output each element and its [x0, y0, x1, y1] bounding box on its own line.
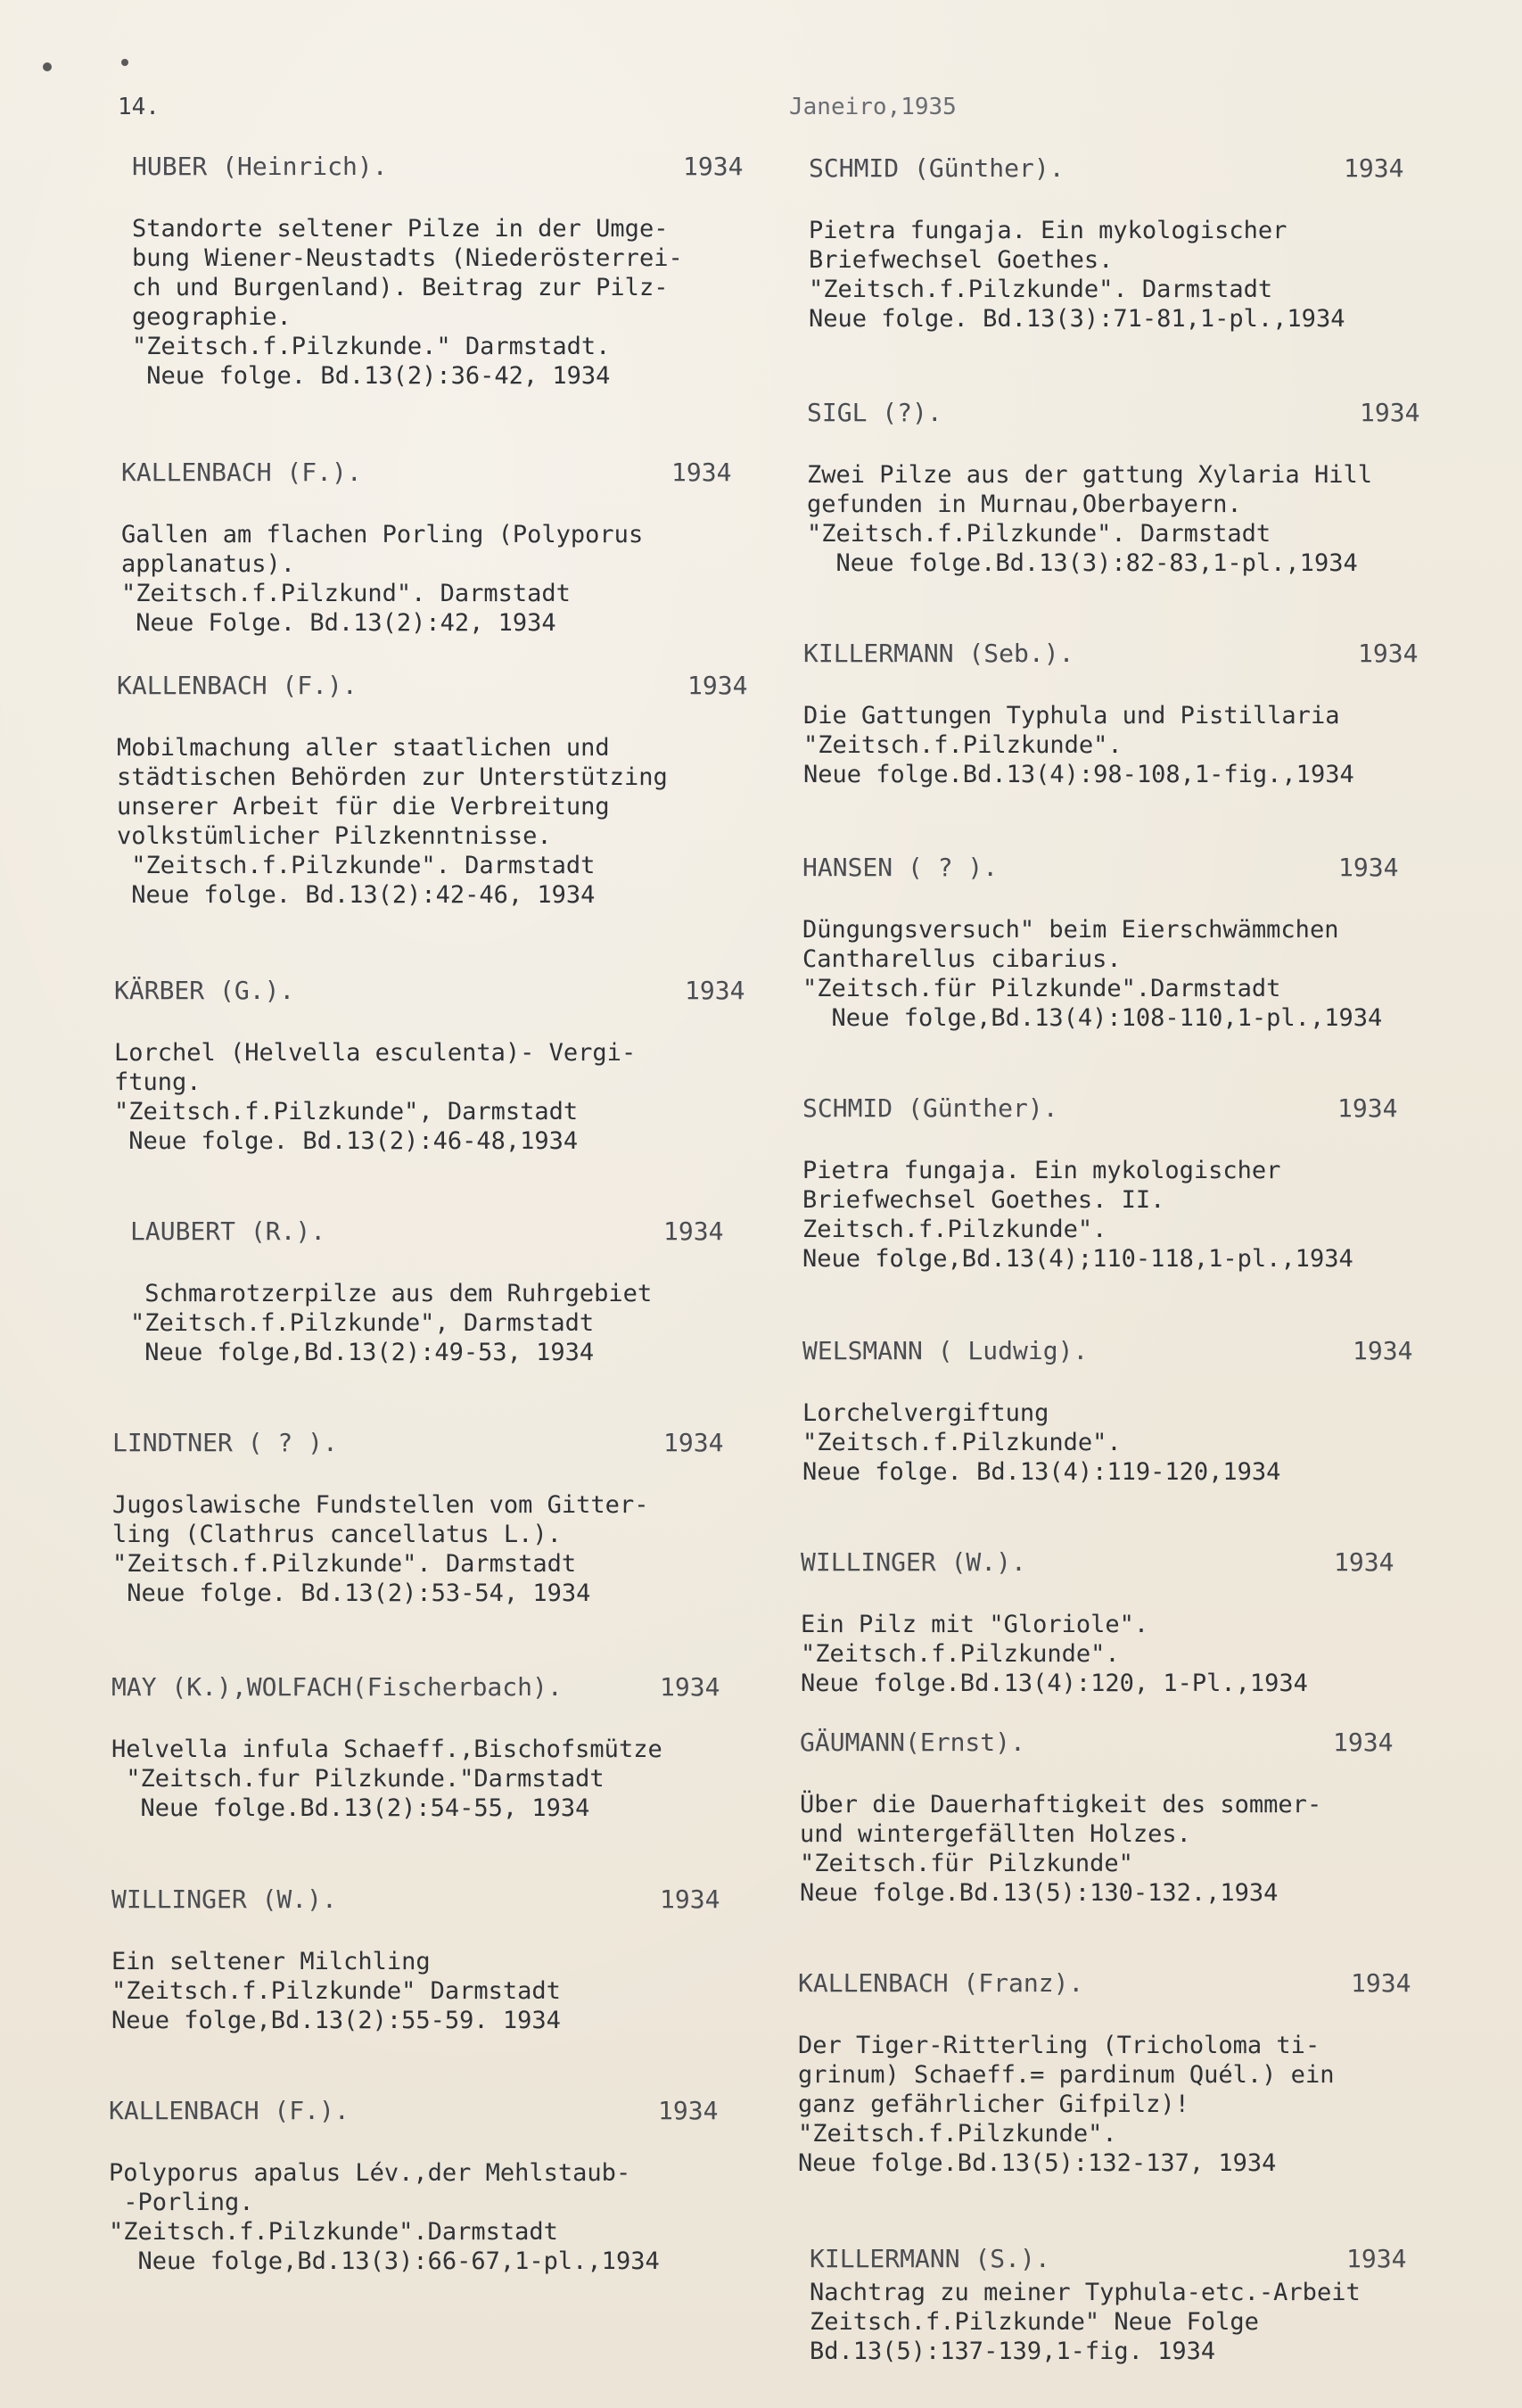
entry-line: Pietra fungaja. Ein mykologischer: [802, 1157, 1281, 1184]
entry-line: "Zeitsch.f.Pilzkunde". Darmstadt: [117, 852, 596, 879]
entry-line: Neue Folge. Bd.13(2):42, 1934: [121, 609, 556, 637]
entry-line: Jugoslawische Fundstellen vom Gitter-: [112, 1491, 649, 1519]
entry-year: 1934: [671, 458, 732, 487]
entry-heading: [121, 458, 817, 488]
entry-year: 1934: [1360, 398, 1420, 427]
entry-author: WILLINGER (W.).: [111, 1884, 337, 1914]
entry-year: 1934: [1334, 1547, 1394, 1577]
entry-line: Polyporus apalus Lév.,der Mehlstaub-: [109, 2159, 631, 2187]
entry-text: [109, 2158, 804, 2276]
entry-text: [802, 915, 1498, 1033]
bibliography-entry: [111, 1884, 807, 2035]
entry-heading: [803, 639, 1499, 669]
entry-line: "Zeitsch.f.Pilzkunde". Darmstadt: [809, 276, 1273, 303]
entry-line: Neue folge,Bd.13(3):66-67,1-pl.,1934: [109, 2247, 660, 2275]
entry-year: 1934: [1333, 1728, 1394, 1757]
entry-line: Der Tiger-Ritterling (Tricholoma ti-: [798, 2032, 1320, 2059]
entry-year: 1934: [1337, 1093, 1398, 1123]
entry-text: [111, 1947, 807, 2035]
entry-line: "Zeitsch.f.Pilzkunde".: [798, 2120, 1117, 2148]
entry-line: ling (Clathrus cancellatus L.).: [112, 1521, 562, 1548]
entry-text: [801, 1610, 1496, 1698]
entry-year: 1934: [1346, 2244, 1407, 2273]
entry-heading: [802, 1093, 1498, 1124]
entry-line: ganz gefährlicher Gifpilz)!: [798, 2091, 1189, 2118]
entry-line: bung Wiener-Neustadts (Niederösterrei-: [132, 244, 683, 272]
entry-heading: [809, 153, 1504, 184]
entry-line: Neue folge. Bd.13(3):71-81,1-pl.,1934: [809, 305, 1345, 333]
entry-line: "Zeitsch.fur Pilzkunde."Darmstadt: [111, 1765, 605, 1793]
entry-line: "Zeitsch.f.Pilzkunde".Darmstadt: [109, 2218, 558, 2246]
entry-line: Ein Pilz mit "Gloriole".: [801, 1611, 1149, 1638]
entry-heading: [802, 1336, 1498, 1366]
entry-line: Bd.13(5):137-139,1-fig. 1934: [810, 2338, 1216, 2365]
entry-heading: [117, 671, 812, 701]
entry-heading: [807, 398, 1502, 428]
entry-line: Neue folge. Bd.13(2):36-42, 1934: [132, 362, 611, 390]
bibliography-entry: [798, 1968, 1493, 2178]
entry-line: gefunden in Murnau,Oberbayern.: [807, 491, 1242, 518]
entry-author: LINDTNER ( ? ).: [112, 1428, 338, 1457]
entry-text: [809, 216, 1504, 334]
entry-line: Helvella infula Schaeff.,Bischofsmütze: [111, 1736, 662, 1763]
entry-year: 1934: [660, 1672, 720, 1702]
entry-line: applanatus).: [121, 550, 296, 578]
entry-author: KÄRBER (G.).: [114, 976, 295, 1005]
bibliography-entry: [801, 1547, 1496, 1698]
entry-heading: [132, 152, 827, 182]
bibliography-entry: [809, 153, 1504, 334]
entry-line: "Zeitsch.für Pilzkunde".Darmstadt: [802, 975, 1281, 1002]
entry-heading: [114, 976, 810, 1006]
entry-line: Neue folge. Bd.13(4):119-120,1934: [802, 1458, 1281, 1486]
entry-year: 1934: [663, 1216, 724, 1246]
entry-line: geographie.: [132, 303, 292, 331]
entry-author: SCHMID (Günther).: [809, 153, 1065, 183]
entry-line: Briefwechsel Goethes. II.: [802, 1186, 1165, 1214]
bibliography-entry: [130, 1216, 826, 1367]
entry-line: Mobilmachung aller staatlichen und: [117, 734, 610, 762]
bibliography-entry: [114, 976, 810, 1156]
entry-line: Nachtrag zu meiner Typhula-etc.-Arbeit: [810, 2279, 1361, 2306]
entry-line: Zwei Pilze aus der gattung Xylaria Hill: [807, 461, 1372, 489]
entry-text: [803, 701, 1499, 789]
entry-author: LAUBERT (R.).: [130, 1216, 326, 1246]
entry-line: Neue folge. Bd.13(2):53-54, 1934: [112, 1579, 591, 1607]
entry-line: Düngungsversuch" beim Eierschwämmchen: [802, 916, 1339, 944]
entry-author: KILLERMANN (S.).: [810, 2244, 1050, 2273]
bibliography-entry: [112, 1428, 808, 1608]
entry-author: HUBER (Heinrich).: [132, 152, 388, 181]
entry-line: Neue folge.Bd.13(5):132-137, 1934: [798, 2149, 1277, 2177]
entry-text: [132, 214, 827, 391]
entry-text: [798, 2031, 1493, 2178]
bibliography-entry: [121, 458, 817, 638]
entry-line: Cantharellus cibarius.: [802, 945, 1122, 973]
entry-line: und wintergefällten Holzes.: [800, 1820, 1191, 1848]
entry-year: 1934: [1353, 1336, 1413, 1365]
entry-year: 1934: [685, 976, 745, 1005]
bibliography-entry: [132, 152, 827, 391]
entry-heading: [810, 2244, 1505, 2274]
bibliography-entry: [111, 1672, 807, 1823]
entry-line: "Zeitsch.f.Pilzkunde".: [802, 1429, 1122, 1456]
entry-author: KALLENBACH (F.).: [109, 2096, 350, 2125]
entry-author: KALLENBACH (Franz).: [798, 1968, 1084, 1998]
entry-line: Pietra fungaja. Ein mykologischer: [809, 217, 1288, 244]
entry-line: Neue folge.Bd.13(2):54-55, 1934: [111, 1794, 590, 1822]
entry-heading: [112, 1428, 808, 1458]
entry-author: WILLINGER (W.).: [801, 1547, 1026, 1577]
entry-line: Ein seltener Milchling: [111, 1948, 431, 1975]
bibliography-entry: [109, 2096, 804, 2276]
entry-heading: [130, 1216, 826, 1247]
entry-author: GÄUMANN(Ernst).: [800, 1728, 1025, 1757]
entry-author: SCHMID (Günther).: [802, 1093, 1058, 1123]
bibliography-entry: [802, 1336, 1498, 1487]
entry-line: "Zeitsch.f.Pilzkunde".: [801, 1640, 1120, 1668]
entry-year: 1934: [658, 2096, 719, 2125]
entry-line: Neue folge,Bd.13(2):49-53, 1934: [130, 1339, 595, 1366]
entry-year: 1934: [1351, 1968, 1411, 1998]
entry-author: KILLERMANN (Seb.).: [803, 639, 1074, 668]
entry-heading: [109, 2096, 804, 2126]
entry-line: Briefwechsel Goethes.: [809, 246, 1114, 274]
entry-line: Lorchelvergiftung: [802, 1399, 1049, 1427]
entry-year: 1934: [1358, 639, 1419, 668]
entry-year: 1934: [1344, 153, 1404, 183]
entry-line: "Zeitsch.für Pilzkunde": [800, 1850, 1133, 1877]
entry-line: Neue folge. Bd.13(2):42-46, 1934: [117, 881, 596, 909]
entry-line: "Zeitsch.f.Pilzkund". Darmstadt: [121, 580, 571, 607]
entry-line: Die Gattungen Typhula und Pistillaria: [803, 702, 1340, 730]
entry-heading: [802, 853, 1498, 883]
entry-heading: [801, 1547, 1496, 1578]
entry-text: [807, 460, 1502, 578]
entry-author: HANSEN ( ? ).: [802, 853, 999, 882]
entry-line: Zeitsch.f.Pilzkunde" Neue Folge: [810, 2308, 1259, 2336]
entry-line: "Zeitsch.f.Pilzkunde".: [803, 731, 1123, 759]
entry-year: 1934: [687, 671, 748, 700]
entry-heading: [798, 1968, 1493, 1999]
entry-line: Neue folge.Bd.13(5):130-132.,1934: [800, 1879, 1279, 1907]
entry-text: [802, 1156, 1498, 1274]
entry-line: Neue folge.Bd.13(4):120, 1-Pl.,1934: [801, 1670, 1308, 1697]
entry-text: [114, 1038, 810, 1156]
entry-author: MAY (K.),WOLFACH(Fischerbach).: [111, 1672, 563, 1702]
entry-heading: [800, 1728, 1495, 1758]
page-number: 14.: [118, 94, 160, 120]
entry-line: "Zeitsch.f.Pilzkunde." Darmstadt.: [132, 333, 611, 360]
entry-line: Neue folge.Bd.13(4):98-108,1-fig.,1934: [803, 761, 1354, 788]
entry-line: "Zeitsch.f.Pilzkunde". Darmstadt: [112, 1550, 577, 1578]
bibliography-entry: [800, 1728, 1495, 1908]
entry-line: unserer Arbeit für die Verbreitung: [117, 793, 610, 821]
entry-year: 1934: [663, 1428, 724, 1457]
bibliography-entry: [803, 639, 1499, 789]
entry-author: KALLENBACH (F.).: [121, 458, 362, 487]
entry-line: "Zeitsch.f.Pilzkunde", Darmstadt: [130, 1309, 595, 1337]
entry-author: KALLENBACH (F.).: [117, 671, 358, 700]
entry-year: 1934: [683, 152, 744, 181]
entry-text: [112, 1490, 808, 1608]
bibliography-entry: [802, 1093, 1498, 1274]
entry-line: "Zeitsch.f.Pilzkunde" Darmstadt: [111, 1977, 561, 2005]
entry-line: Neue folge,Bd.13(2):55-59. 1934: [111, 2007, 561, 2034]
bibliography-entry: [807, 398, 1502, 578]
entry-line: Neue folge.Bd.13(3):82-83,1-pl.,1934: [807, 549, 1358, 577]
entry-line: Standorte seltener Pilze in der Umge-: [132, 215, 669, 243]
entry-text: [130, 1279, 826, 1367]
entry-year: 1934: [660, 1884, 720, 1914]
entry-line: städtischen Behörden zur Unterstützing: [117, 763, 668, 791]
entry-line: ch und Burgenland). Beitrag zur Pilz-: [132, 274, 669, 301]
entry-line: ftung.: [114, 1068, 202, 1096]
entry-author: SIGL (?).: [807, 398, 942, 427]
bibliography-entry: [810, 2244, 1505, 2366]
entry-line: Gallen am flachen Porling (Polyporus: [121, 521, 644, 548]
ink-dot-mark: [121, 59, 128, 66]
entry-heading: [111, 1884, 807, 1915]
entry-text: [800, 1790, 1495, 1908]
entry-line: Neue folge. Bd.13(2):46-48,1934: [114, 1127, 579, 1155]
entry-line: grinum) Schaeff.= pardinum Quél.) ein: [798, 2061, 1335, 2089]
entry-text: [121, 520, 817, 638]
entry-text: [810, 2278, 1505, 2366]
entry-text: [111, 1735, 807, 1823]
entry-line: Neue folge,Bd.13(4);110-118,1-pl.,1934: [802, 1245, 1353, 1273]
entry-heading: [111, 1672, 807, 1703]
entry-year: 1934: [1338, 853, 1399, 882]
entry-line: "Zeitsch.f.Pilzkunde". Darmstadt: [807, 520, 1271, 548]
punch-hole-mark: [43, 62, 52, 71]
bibliography-entry: [117, 671, 812, 910]
entry-author: WELSMANN ( Ludwig).: [802, 1336, 1089, 1365]
entry-line: Über die Dauerhaftigkeit des sommer-: [800, 1791, 1322, 1818]
entry-text: [117, 733, 812, 910]
entry-line: Schmarotzerpilze aus dem Ruhrgebiet: [130, 1280, 653, 1307]
entry-line: "Zeitsch.f.Pilzkunde", Darmstadt: [114, 1098, 579, 1126]
entry-line: Neue folge,Bd.13(4):108-110,1-pl.,1934: [802, 1004, 1383, 1032]
entry-line: volkstümlicher Pilzkenntnisse.: [117, 822, 552, 850]
entry-line: -Porling.: [109, 2189, 254, 2216]
entry-line: Zeitsch.f.Pilzkunde".: [802, 1216, 1107, 1243]
page-date: Janeiro,1935: [789, 94, 957, 120]
entry-text: [802, 1398, 1498, 1487]
entry-line: Lorchel (Helvella esculenta)- Vergi-: [114, 1039, 637, 1067]
bibliography-entry: [802, 853, 1498, 1033]
